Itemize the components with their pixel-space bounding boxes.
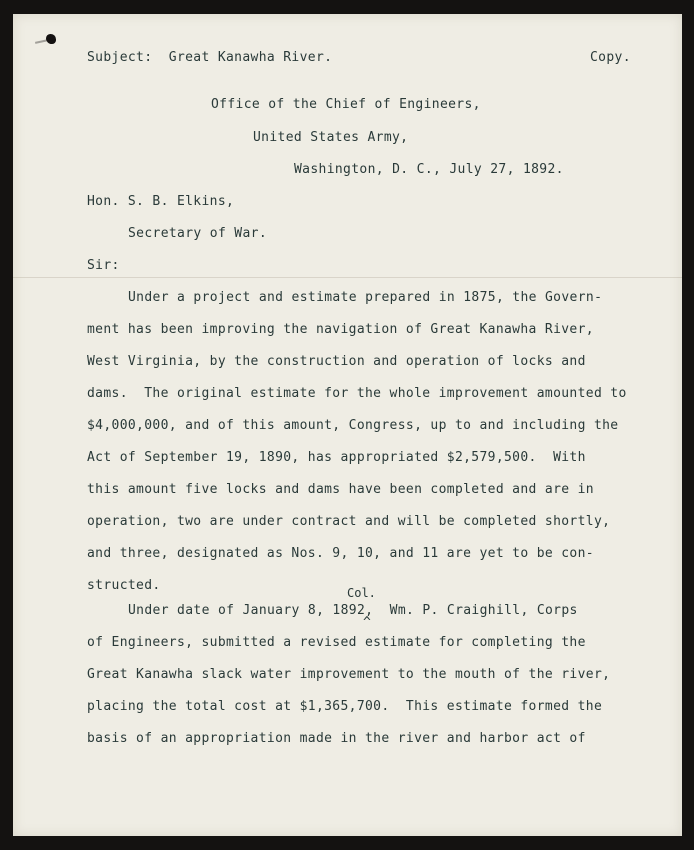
- paragraph-1-line: dams. The original estimate for the whole improvement amounted to: [87, 386, 627, 401]
- office-line-2: United States Army,: [253, 130, 409, 145]
- paragraph-1-line: operation, two are under contract and will be completed shortly,: [87, 514, 611, 529]
- paragraph-2-line: of Engineers, submitted a revised estimate for completing the: [87, 635, 586, 650]
- addressee-name: Hon. S. B. Elkins,: [87, 194, 235, 209]
- salutation: Sir:: [87, 258, 120, 273]
- insertion-caret: ^: [363, 615, 371, 630]
- paragraph-1-line: and three, designated as Nos. 9, 10, and 11 are yet to be con-: [87, 546, 594, 561]
- paragraph-1-line: $4,000,000, and of this amount, Congress, up to and including the: [87, 418, 619, 433]
- paragraph-1-line: structed.: [87, 578, 161, 593]
- paragraph-2-line: Great Kanawha slack water improvement to the mouth of the river,: [87, 667, 611, 682]
- office-date-line: Washington, D. C., July 27, 1892.: [294, 162, 564, 177]
- paragraph-1-line: Act of September 19, 1890, has appropriated $2,579,500. With: [87, 450, 586, 465]
- copy-label: Copy.: [590, 50, 631, 65]
- paragraph-1-line: this amount five locks and dams have been completed and are in: [87, 482, 594, 497]
- subject-line: Subject: Great Kanawha River.: [87, 50, 333, 65]
- office-line-1: Office of the Chief of Engineers,: [211, 97, 481, 112]
- fold-crease: [13, 277, 682, 278]
- addressee-title: Secretary of War.: [128, 226, 268, 241]
- paragraph-1-line: ment has been improving the navigation of Great Kanawha River,: [87, 322, 594, 337]
- paragraph-1-line: Under a project and estimate prepared in 1875, the Govern-: [128, 290, 603, 305]
- paragraph-1-line: West Virginia, by the construction and operation of locks and: [87, 354, 586, 369]
- paragraph-2-line: Under date of January 8, 1892, Wm. P. Craighill, Corps: [128, 603, 578, 618]
- inserted-word: Col.: [347, 586, 376, 600]
- paragraph-2-line: basis of an appropriation made in the river and harbor act of: [87, 731, 586, 746]
- paragraph-2-line: placing the total cost at $1,365,700. This estimate formed the: [87, 699, 603, 714]
